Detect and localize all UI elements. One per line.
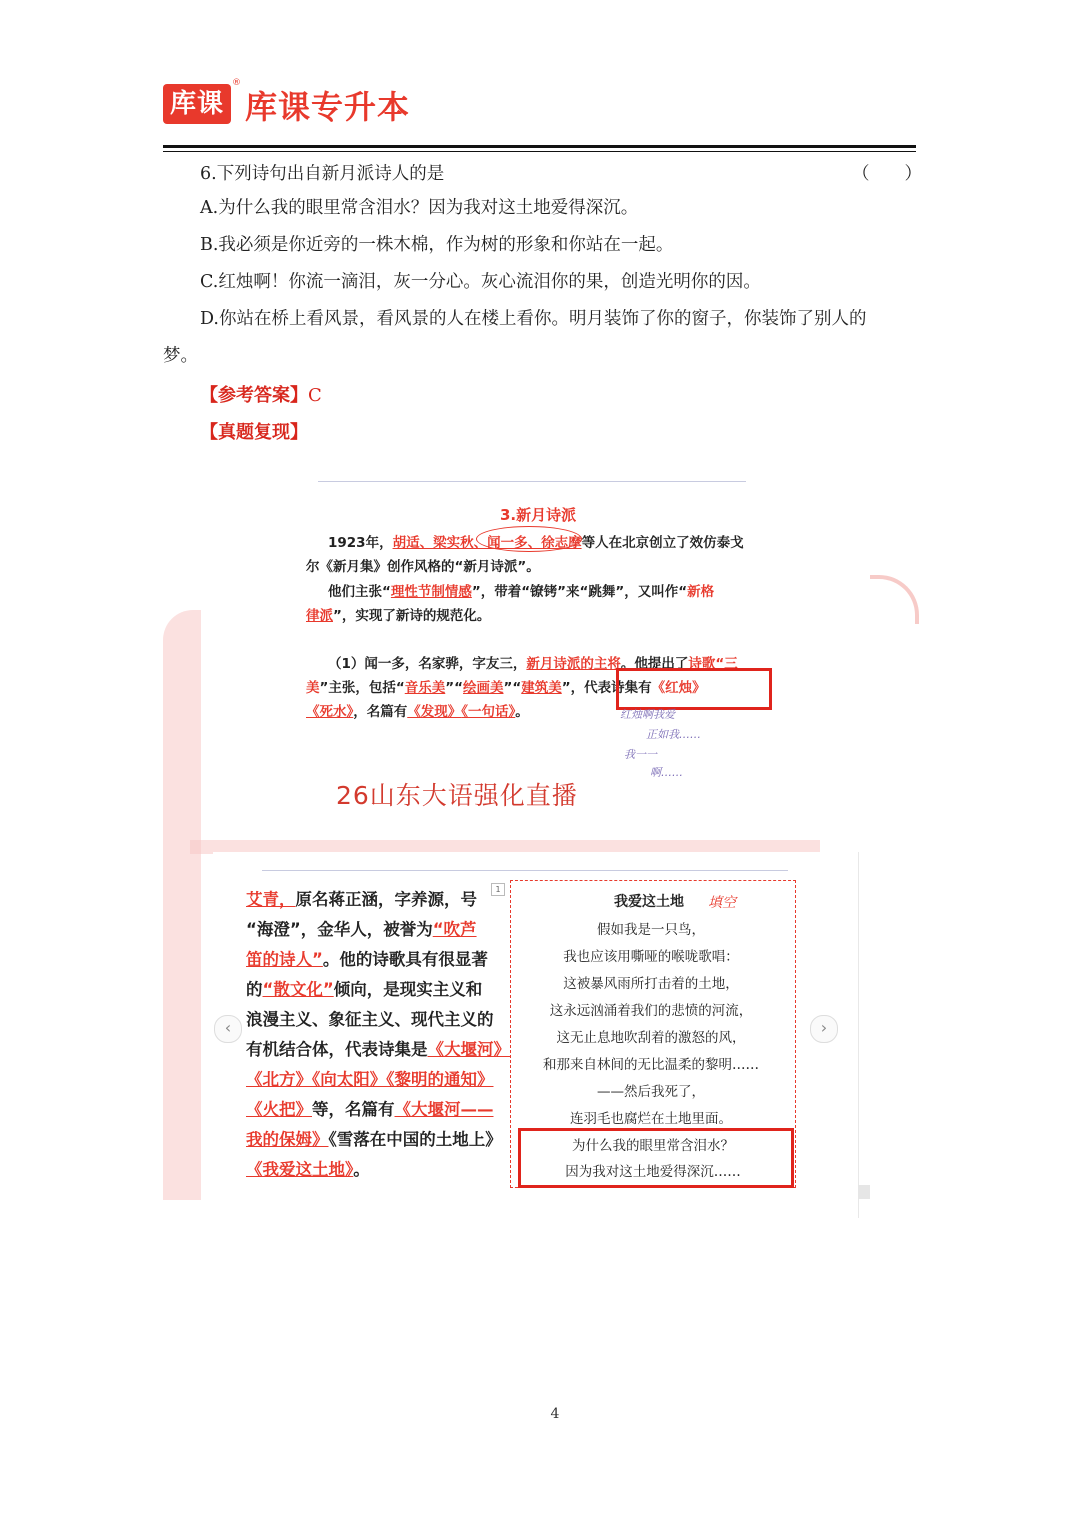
brand-title: 库课专升本 [245,88,411,126]
slide2-text-line [246,1095,510,1125]
poem-line: 这被暴风雨所打击着的土地， [563,976,739,992]
question-stem: 6.下列诗句出自新月派诗人的是 [200,164,445,184]
slide2-text-segment: 原名蒋正涵，字养源，号 [295,890,477,909]
handwriting-1: 红烛啊我爱 [620,708,675,721]
slide2-text-segment: 《大堰河—— [394,1100,494,1119]
answer-label: 【参考答案】 [200,385,308,406]
p2-f: ”，实现了新诗的规范化。 [333,608,491,624]
p1-names: 胡适、梁实秋、闻一多、徐志摩 [392,535,582,551]
p3-k: 建筑美 [521,680,562,696]
answer-value: C [308,385,322,406]
p3-d: 诗歌“三 [688,656,738,672]
slide1-p1-line1 [328,531,744,551]
slide2-text-segment: 倾向，是现实主义和 [333,980,483,999]
slide1-title: 3.新月诗派 [500,506,577,524]
p3-s: 。 [515,704,529,720]
p2-c: ”，带着“镣铐”来“跳舞”，又叫作“ [471,584,688,600]
real-question-label: 【真题复现】 [200,422,308,443]
slide2-text-segment: 《北方》《向太阳》《黎明的通知》 [246,1070,494,1089]
p3-i: 绘画美 [463,680,504,696]
handwriting-2: 正如我…… [646,728,701,741]
slide2-text-line [246,1035,510,1065]
p3-e: 美 [306,680,320,696]
p2-e: 律派 [306,608,333,624]
p1-year: 1923年， [328,535,393,551]
slide2-text-line [246,1125,510,1155]
logo: 库课 [163,84,231,124]
page-number: 4 [550,1406,560,1422]
slide2-text-line [246,1005,510,1035]
slide2-text-segment: 浪漫主义、象征主义、现代主义的 [246,1010,494,1029]
slide2-text-segment: 等，名篇有 [312,1100,395,1119]
slide2-text-segment: 《火把》 [246,1100,312,1119]
slide2-text-segment: 。他的诗歌具有很显著 [322,950,488,969]
slide2-text-segment: 的 [246,980,263,999]
p3-b: 新月诗派的主将 [526,656,621,672]
p3-q: 《发现》 [407,704,462,720]
p3-m: 代表诗集有 [584,680,652,696]
p3-g: 音乐美 [404,680,446,696]
poem-title: 我爱这土地 [614,894,684,910]
poem-boxed-1: 为什么我的眼里常含泪水？ [572,1138,734,1154]
slide2-text-segment: “散文化” [262,980,334,999]
poem-line: 和那来自林间的无比温柔的黎明…… [543,1057,759,1073]
p3-f: ”主张，包括“ [319,680,405,696]
p3-o: 《死水》 [306,704,354,720]
poem-boxed-2: 因为我对这土地爱得深沉…… [565,1164,741,1180]
p3-j: ”“ [503,680,522,696]
slide2-text-segment: 我的保姆》 [246,1130,329,1149]
slide2-text-segment: 。 [353,1160,370,1179]
slide2-text-segment: 《雪落在中国的土地上》 [328,1130,502,1149]
slide2-text-line [246,945,510,975]
slide2-text-line [246,885,510,915]
p2-d: 新格 [687,584,715,600]
p2-b: 理性节制情感 [390,584,472,600]
handwriting-4: 啊…… [650,766,683,779]
poem-line: 连羽毛也腐烂在土地里面。 [570,1111,732,1127]
slide2-text-line [246,1065,510,1095]
slide2-text-line [246,1155,510,1185]
p3-c: 。他提出了 [620,656,689,672]
answer-line [200,381,322,407]
poem-line: ——然后我死了， [597,1084,705,1100]
p1-rest: 等人在北京创立了效仿泰戈 [581,535,744,551]
slide1-p1-line2: 尔《新月集》创作风格的“新月诗派”。 [306,559,540,575]
option-d: D.你站在桥上看风景，看风景的人在楼上看你。明月装饰了你的窗子，你装饰了别人的 [200,309,867,329]
slide2-text-segment: 艾青， [246,890,296,909]
slide2-text-segment: 《我爱这土地》 [246,1160,354,1179]
slide2-text-segment: 《大堰河》 [427,1040,510,1059]
page-badge: 1 [491,883,505,896]
next-slide-button[interactable]: › [810,1015,838,1043]
watermark-arc [870,575,919,624]
option-b: B.我必须是你近旁的一株木棉，作为树的形象和你站在一起。 [200,235,674,255]
slide1-top-rule [318,481,746,482]
poem-line: 这无止息地吹刮着的激怒的风， [556,1030,746,1046]
slide2-text-segment: “海澄”，金华人，被誉为 [246,920,433,939]
poem-note: 填空 [708,895,736,911]
scrollbar-thumb[interactable] [858,1185,870,1199]
poem-line: 这永远汹涌着我们的悲愤的河流， [549,1003,753,1019]
highlight-box [616,668,772,710]
slide2-text-segment: 笛的诗人” [246,950,323,969]
p3-h: ”“ [445,680,463,696]
registered-mark: ® [232,78,241,88]
poem-line: 我也应该用嘶哑的喉咙歌唱： [563,949,739,965]
option-a: A.为什么我的眼里常含泪水？因为我对这土地爱得深沉。 [200,198,639,218]
slide2-text-line [246,915,510,945]
header-rule-thin [163,151,916,152]
slide2-text-segment: 有机结合体，代表诗集是 [246,1040,428,1059]
p3-r: 《一句话》 [461,704,516,720]
option-c: C.红烛啊！你流一滴泪，灰一分心。灰心流泪你的果，创造光明你的因。 [200,272,761,292]
slide2-left-text [246,885,510,1185]
slide1-p3-line3 [306,700,529,720]
slide2-text-segment: “吹芦 [432,920,477,939]
slide1-p2-line2 [306,604,490,624]
p3-p: ，名篇有 [353,704,408,720]
watermark-shape [163,610,201,1200]
p2-a: 他们主张“ [328,584,391,600]
poem-lines [520,917,782,1133]
answer-bracket: （ ） [852,164,922,184]
prev-slide-button[interactable]: ‹ [214,1015,242,1043]
p3-a: （1）闻一多，名家骅，字友三， [328,656,527,672]
handwriting-3: 我一一 [624,748,657,761]
header-rule [163,145,916,148]
slide1-caption: 26山东大语强化直播 [336,781,578,810]
slide2-top-rule [262,870,788,871]
p3-l: ”， [561,680,585,696]
p3-n: 《红烛》 [651,680,706,696]
slide1-p2-line1 [328,580,714,600]
poem-line: 假如我是一只鸟， [597,922,705,938]
slide2-text-line [246,975,510,1005]
option-d-wrap: 梦。 [163,346,198,366]
